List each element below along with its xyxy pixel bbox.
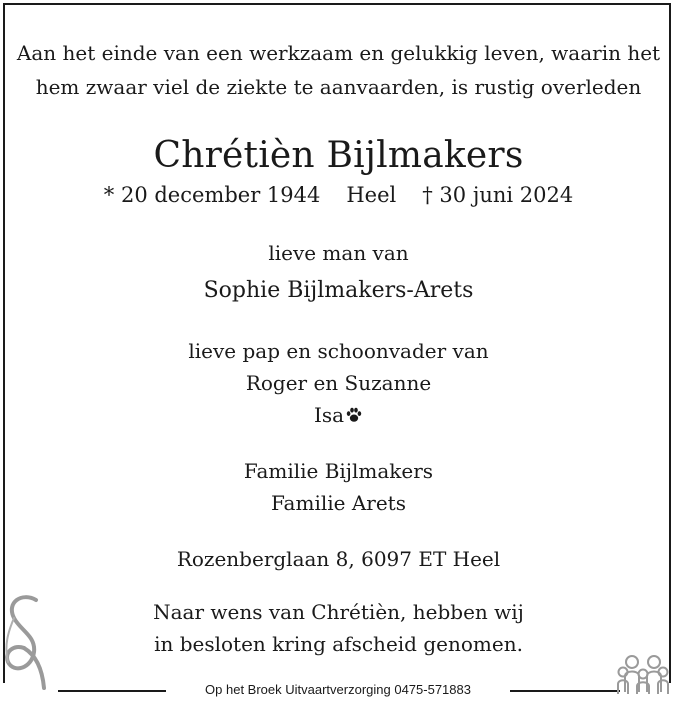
funeral-home-credit: Op het Broek Uitvaartverzorging 0475-571883 [205,682,471,697]
family-line-2: Familie Arets [271,491,406,515]
closing-line-2: in besloten kring afscheid genomen. [154,632,523,656]
frame-bottom-left-rule [58,690,166,692]
children-intro: lieve pap en schoonvader van [188,339,489,363]
frame-bottom-right-rule [510,690,620,692]
pet-name: Isa [313,403,345,427]
spouse-intro: lieve man van [268,241,409,265]
deceased-name: Chrétièn Bijlmakers [153,135,524,176]
closing-line-1: Naar wens van Chrétièn, hebben wij [153,600,524,624]
life-dates [0,181,677,209]
intro-line-2: hem zwaar viel de ziekte te aanvaarden, is rustig overleden [35,75,642,99]
pet-line [0,402,677,428]
children-names: Roger en Suzanne [245,371,432,395]
family-line-1: Familie Bijlmakers [243,459,434,483]
intro-line-1: Aan het einde van een werkzaam en gelukkig leven, waarin het [16,41,661,65]
paw-icon [345,406,363,424]
family-circle-logo-icon [615,652,671,696]
address-line: Rozenberglaan 8, 6097 ET Heel [176,547,501,571]
heart-swirl-logo-icon [0,592,52,692]
spouse-name: Sophie Bijlmakers-Arets [203,278,474,303]
death-date: † 30 juni 2024 [422,183,574,207]
place-of-residence: Heel [346,183,397,207]
birth-date: * 20 december 1944 [103,183,321,207]
